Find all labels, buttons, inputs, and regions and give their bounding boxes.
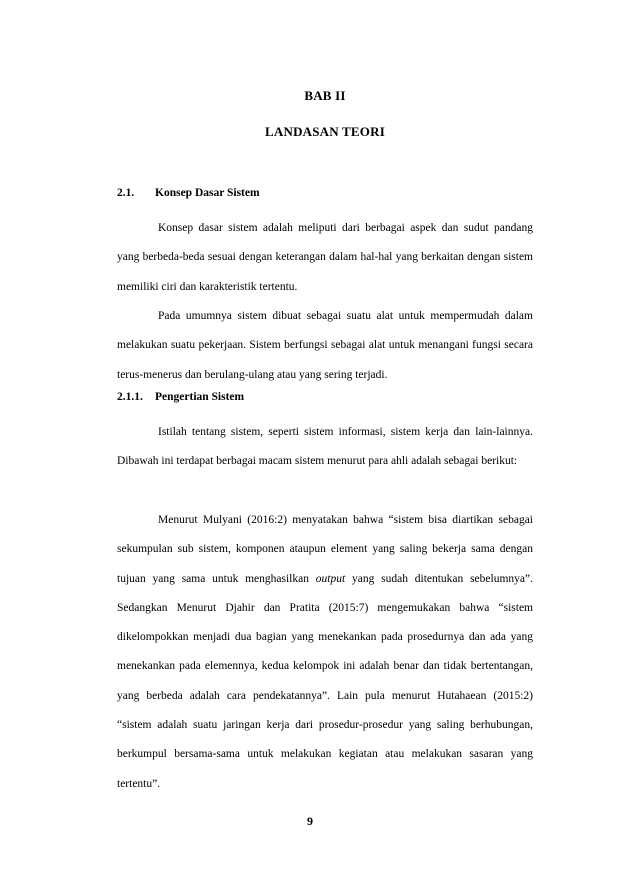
italic-term: output [315,572,346,585]
paragraph-text-before: Menurut Mulyani (2016:2) menyatakan bahwa “sistem bisa diartikan sebagai sekumpulan sub sistem, komponen ataupun element yang saling bekerja sama dengan tujuan yang sama untuk menghasilkan [117,514,533,585]
page-number: 9 [307,814,313,828]
paragraph-konsep-dasar: Konsep dasar sistem adalah meliputi dari berbagai aspek dan sudut pandang yang berbeda-beda sesuai dengan keterangan dalam hal-hal yang berkaitan dengan sistem memiliki ciri dan karakteristik tertentu. [117,222,533,293]
chapter-title: LANDASAN TEORI [265,124,385,139]
paragraph-text-after: yang sudah ditentukan sebelumnya”. Sedangkan Menurut Djahir dan Pratita (2015:7) mengemukakan bahwa “sistem dikelompokkan menjadi dua bagian yang menekankan pada prosedurnya dan ada yang menekankan pada elemennya, kedua kelompok ini adalah benar dan tidak bertentangan, yang berbeda adalah cara pendekatannya”. Lain pula menurut Hutahaean (2015:2) “sistem adalah suatu jaringan kerja dari prosedur-prosedur yang saling berhubungan, berkumpul bersama-sama untuk melakukan kegiatan atau melakukan sasaran yang tertentu”. [117,572,533,790]
section-title: Pengertian Sistem [155,391,245,403]
section-heading-2-1 [117,187,533,199]
section-title: Konsep Dasar Sistem [155,187,260,199]
section-number: 2.1. [117,187,135,199]
section-heading-2-1-1 [117,391,533,403]
paragraph-istilah: Istilah tentang sistem, seperti sistem informasi, sistem kerja dan lain-lainnya. Dibawah ini terdapat berbagai macam sistem menurut para ahli adalah sebagai berikut: [117,426,533,468]
paragraph-umumnya: Pada umumnya sistem dibuat sebagai suatu alat untuk mempermudah dalam melakukan suatu pekerjaan. Sistem berfungsi sebagai alat untuk menangani fungsi secara terus-menerus dan berulang-ulang atau yang sering terjadi. [117,310,533,381]
paragraph-mulyani [117,506,533,799]
chapter-number: BAB II [304,88,346,103]
section-number: 2.1.1. [117,391,143,403]
